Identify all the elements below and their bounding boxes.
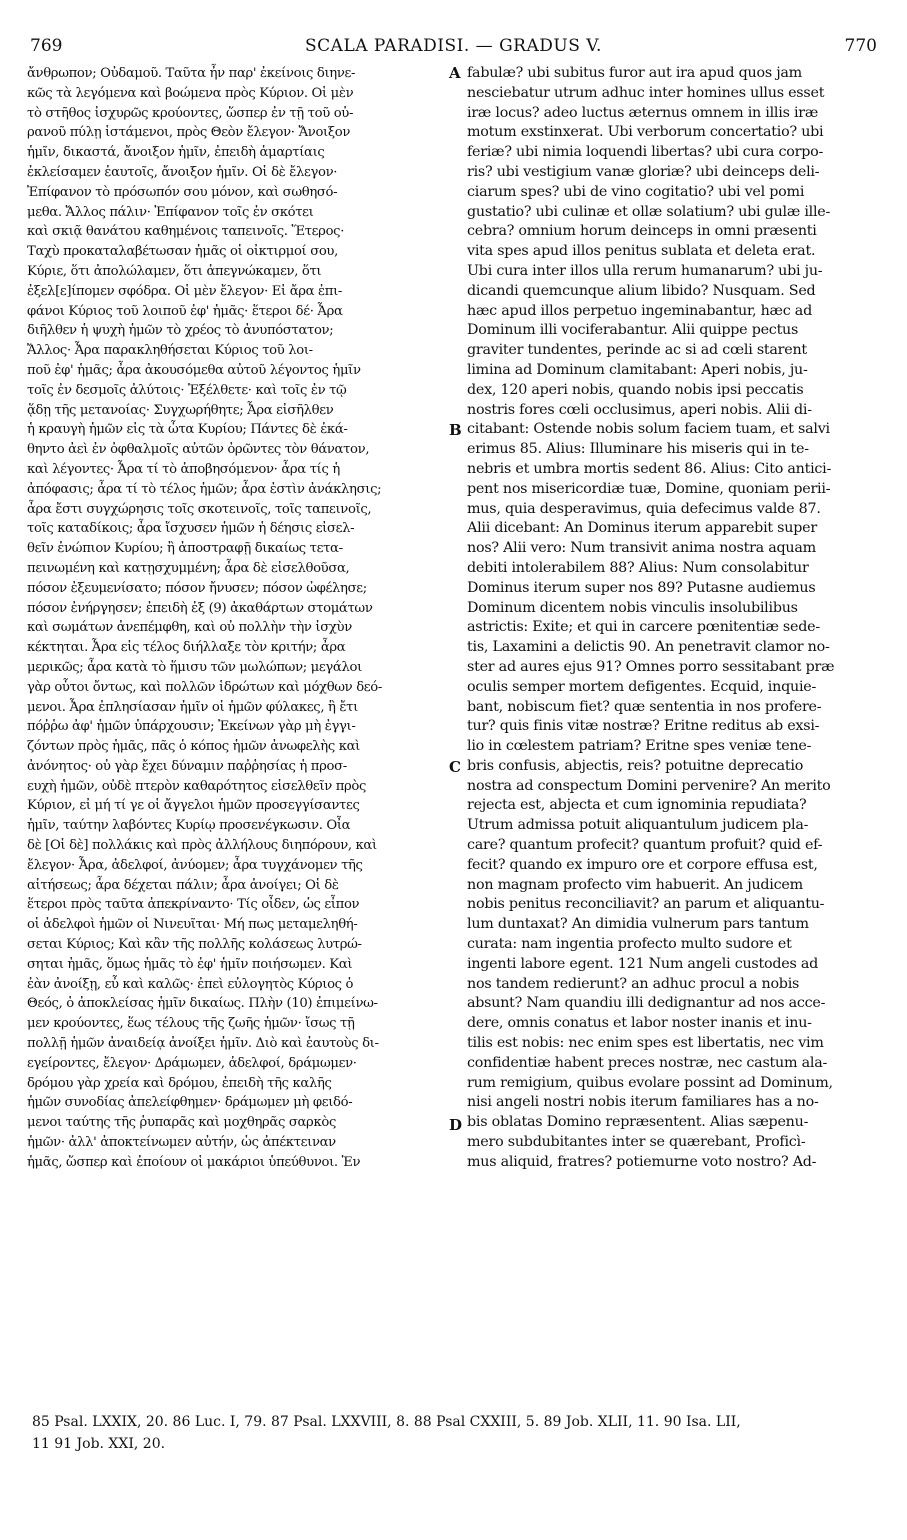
latin-text-line: ciarum spes? ubi de vino cogitatio? ubi vel pomi	[467, 183, 805, 200]
latin-text-line: cebra? omnium horum deinceps in omni præsenti	[467, 223, 817, 240]
latin-text-line: care? quantum profecit? quantum profuit? quid ef-	[467, 837, 823, 854]
greek-text-line: ἐξελ[ε]ίπομεν σφόδρα. Οἱ μὲν ἔλεγον· Εἰ ἄρα ἐπι-	[27, 283, 343, 299]
latin-text-line: ster ad aures ejus 91? Omnes porro sessitabant præ	[467, 658, 835, 675]
greek-text-line: Ἄλλος· Ἆρα παρακληθήσεται Κύριος τοῦ λοι-	[27, 343, 313, 359]
latin-text-line: bris confusis, abjectis, reis? potuitne deprecatio	[467, 757, 804, 774]
latin-text-line: rejecta est, abjecta et cum ignominia repudiata?	[467, 797, 807, 814]
greek-text-line: πολλῇ ἡμῶν ἀναιδείᾳ ἀνοίξει ἡμῖν. Διὸ καὶ ἑαυτοὺς δι-	[27, 1036, 379, 1052]
greek-text-line: ἐκλείσαμεν ἑαυτοῖς, ἄνοιξον ἡμῖν. Οἱ δὲ ἔλεγον·	[27, 164, 338, 180]
greek-text-line: καὶ λέγοντες· Ἆρα τί τὸ ἀποβησόμενον· ἆρα τίς ἡ	[27, 461, 340, 477]
latin-text-line: iræ locus? adeo luctus æternus omnem in illis iræ	[467, 104, 819, 121]
greek-text-line: τὸ στῆθος ἰσχυρῶς κρούοντες, ὥσπερ ἐν τῇ τοῦ οὐ-	[27, 105, 354, 121]
greek-text-line: ζόντων πρὸς ἡμᾶς, πᾶς ὁ κόπος ἡμῶν ἀνωφελὴς καὶ	[27, 739, 360, 755]
latin-text-line: gustatio? ubi culinæ et ollæ solatium? ubi gulæ ille-	[467, 203, 831, 220]
greek-text-line: πόσον ἐξευμενίσατο; πόσον ἤνυσεν; πόσον ὠφέλησε;	[27, 580, 367, 596]
greek-text-line: Ταχὺ προκαταλαβέτωσαν ἡμᾶς οἱ οἰκτιρμοί σου,	[27, 244, 338, 260]
latin-text-line: ris? ubi vestigium vanæ gloriæ? ubi deinceps deli-	[467, 163, 820, 180]
latin-text-line: graviter tundentes, perinde ac si ad cœli starent	[467, 342, 807, 359]
greek-text-line: Θεός, ὁ ἀποκλείσας ἡμῖν δικαίως. Πλὴν (10) ἐπιμείνω-	[27, 996, 378, 1012]
latin-text-line: Utrum admissa potuit aliquantulum judicem pla-	[467, 817, 809, 834]
latin-text-line: lum duntaxat? An dimidia vulnerum pars tantum	[467, 916, 809, 933]
page-number-right: 770	[844, 36, 877, 56]
latin-text-line: dere, omnis conatus et labor noster inanis et inu-	[467, 1015, 812, 1032]
greek-text-line: αἰτήσεως; ἆρα δέχεται πάλιν; ἆρα ἀνοίγει; Οἱ δὲ	[27, 877, 339, 893]
latin-text-line: Dominus iterum super nos 89? Putasne audiemus	[467, 579, 816, 596]
latin-text-line: nostra ad conspectum Domini pervenire? An merito	[467, 777, 831, 794]
latin-text-line: erimus 85. Alius: Illuminare his miseris qui in te-	[467, 441, 809, 458]
greek-text-line: ἄνθρωπον; Οὐδαμοῦ. Ταῦτα ἦν παρ' ἐκείνοις διηνε-	[27, 66, 356, 81]
latin-text-line: hæc apud illos perpetuo ingeminabantur, hæc ad	[467, 302, 812, 319]
latin-text-line: lio in cœlestem patriam? Eritne spes veniæ tene-	[467, 738, 812, 755]
latin-text-line: debiti intolerabilem 88? Alius: Num consolabitur	[467, 559, 809, 576]
greek-text-line: ἐὰν ἀνοίξῃ, εὖ καὶ καλῶς· ἐπεὶ εὐλογητὸς Κύριος ὁ	[27, 976, 354, 992]
greek-text-line: ποῦ ἐφ' ἡμᾶς; ἆρα ἀκουσόμεθα αὐτοῦ λέγοντος ἡμῖν	[27, 362, 361, 378]
greek-text-line: ἆρα ἔστι συγχώρησις τοῖς σκοτεινοῖς, τοῖς ταπεινοῖς,	[27, 501, 372, 517]
greek-text-line: πόσον ἐνήργησεν; ἐπειδὴ ἐξ (9) ἀκαθάρτων στομάτων	[27, 600, 373, 616]
greek-text-line: θηντο ἀεὶ ἐν ὀφθαλμοῖς αὐτῶν ὁρῶντες τὸν θάνατον,	[27, 442, 370, 458]
greek-text-line: ἡμᾶς, ὥσπερ καὶ ἐποίουν οἱ μακάριοι ὑπεύθυνοι. Ἐν	[27, 1154, 361, 1170]
greek-text-line: Κύριον, εἰ μή τί γε οἱ ἄγγελοι ἡμῶν προσεγγίσαντες	[27, 798, 360, 814]
greek-text-line: ἡμῶν συνοδίας ἀπελείφθημεν· δράμωμεν μὴ φειδό-	[27, 1095, 353, 1111]
greek-text-line: ἀπόφασις; ἆρα τί τὸ τέλος ἡμῶν; ἆρα ἐστὶν ἀνάκλησις;	[27, 481, 382, 497]
latin-text-line: confidentiæ habent preces nostræ, nec castum ala-	[467, 1054, 828, 1071]
greek-text-line: ευχὴ ἡμῶν, οὐδὲ πτερὸν καθαρότητος εἰσελθεῖν πρὸς	[27, 778, 367, 794]
latin-text-line: nesciebatur utrum adhuc inter homines ullus esset	[467, 84, 825, 101]
greek-text-line: τοῖς ἐν δεσμοῖς ἀλύτοις· Ἐξέλθετε· καὶ τοῖς ἐν τῷ	[27, 382, 347, 398]
greek-text-line: μενοι ταύτης τῆς ῥυπαρᾶς καὶ μοχθηρᾶς σαρκὸς	[27, 1115, 336, 1131]
latin-text-line: astrictis: Exite; et qui in carcere pœnitentiæ sede-	[467, 619, 820, 636]
latin-text-line: rum remigium, quibus evolare possint ad Dominum,	[467, 1074, 833, 1091]
greek-text-line: κέκτηται. Ἆρα εἰς τέλος διήλλαξε τὸν κριτήν; ἆρα	[27, 640, 346, 656]
latin-text-line: Ubi cura inter illos ulla rerum humanarum? ubi ju-	[467, 262, 823, 279]
section-marker-a: A	[449, 64, 461, 82]
page-number-left: 769	[30, 36, 63, 56]
latin-text-line: vita spes apud illos penitus sublata et deleta erat.	[467, 243, 816, 260]
greek-text-line: ἕτεροι πρὸς ταῦτα ἀπεκρίναντο· Τίς οἶδεν, ὡς εἶπον	[27, 897, 360, 913]
latin-text-line: nisi angeli nostri nobis iterum familiares has a no-	[467, 1094, 819, 1111]
greek-text-line: ἀνόνητος· οὐ γὰρ ἔχει δύναμιν παῤῥησίας ἡ προσ-	[27, 758, 347, 774]
latin-text-line: dex, 120 aperi nobis, quando nobis ipsi peccatis	[467, 381, 804, 398]
latin-text-line: curata: nam ingentia profecto multo sudore et	[467, 936, 792, 953]
latin-text-line: citabant: Ostende nobis solum faciem tuam, et salvi	[467, 421, 830, 438]
greek-text-line: μεθα. Ἄλλος πάλιν· Ἐπίφανον τοῖς ἐν σκότει	[27, 204, 314, 220]
greek-text-line: ἡ κραυγὴ ἡμῶν εἰς τὰ ὦτα Κυρίου; Πάντες δὲ ἐκά-	[27, 422, 348, 438]
latin-text-line: nos? Alii vero: Num transivit anima nostra aquam	[467, 540, 816, 557]
greek-text-line: δὲ [Οἱ δὲ] πολλάκις καὶ πρὸς ἀλλήλους διηπόρουν, καὶ	[27, 838, 377, 854]
greek-text-line: ἡμῖν, ταύτην λαβόντες Κυρίῳ προσενέγκωσιν. Οἶα	[27, 818, 351, 834]
greek-text-line: φάνοι Κύριος τοῦ λοιποῦ ἐφ' ἡμᾶς· ἕτεροι δέ· Ἆρα	[27, 303, 343, 319]
greek-text-line: θεῖν ἐνώπιον Κυρίου; ἢ ἀποστραφῇ δικαίως τετα-	[27, 541, 343, 557]
latin-text-line: motum exstinxerat. Ubi verborum concertatio? ubi	[467, 124, 824, 141]
greek-text-line: ἡμῖν, δικαστά, ἄνοιξον ἡμῖν, ἐπειδὴ ἁμαρτίαις	[27, 145, 325, 161]
latin-text-line: mero subdubitantes inter se quærebant, Proficì-	[467, 1134, 806, 1151]
latin-text-line: fecit? quando ex impuro ore et corpore effusa est,	[467, 856, 818, 873]
latin-column	[467, 64, 879, 1173]
greek-text-line: μενοι. Ἆρα ἐπλησίασαν ἡμῖν οἱ ἡμῶν φύλακες, ἢ ἔτι	[27, 699, 358, 715]
greek-text-line: ᾅδῃ τῆς μετανοίας· Συγχωρήθητε; Ἆρα εἰσῆλθεν	[27, 402, 334, 418]
latin-text-line: limina ad Dominum clamitabant: Aperi nobis, ju-	[467, 361, 808, 378]
page-header	[30, 36, 877, 58]
greek-text-line: εγείροντες, ἔλεγον· Δράμωμεν, ἀδελφοί, δράμωμεν·	[27, 1055, 357, 1071]
greek-text-line: ἔλεγον· Ἆρα, ἀδελφοί, ἀνύομεν; ἆρα τυγχάνομεν τῆς	[27, 857, 363, 873]
greek-text-line: δρόμου γὰρ χρεία καὶ δρόμου, ἐπειδὴ τῆς καλῆς	[27, 1075, 332, 1091]
greek-column	[27, 64, 445, 1173]
latin-text-line: dicandi quemcunque alium libido? Nusquam. Sed	[467, 282, 816, 299]
latin-text-line: Dominum dicentem nobis vinculis insolubilibus	[467, 599, 798, 616]
latin-text-line: ingenti labore egent. 121 Num angeli custodes ad	[467, 955, 819, 972]
latin-text-line: nostris fores cœli occlusimus, aperi nobis. Alii di-	[467, 401, 812, 418]
latin-text-line: Dominum illi vociferabantur. Alii quippe pectus	[467, 322, 799, 339]
greek-text-line: διῆλθεν ἡ ψυχὴ ἡμῶν τὸ χρέος τὸ ἀνυπόστατον;	[27, 323, 334, 339]
greek-text-line: τοῖς καταδίκοις; ἆρα ἴσχυσεν ἡμῶν ἡ δέησις εἰσελ-	[27, 521, 355, 537]
greek-text-line: Ἐπίφανον τὸ πρόσωπόν σου μόνον, καὶ σωθησό-	[27, 184, 338, 200]
latin-text-line: tur? quis finis vitæ nostræ? Eritne reditus ab exsi-	[467, 718, 820, 735]
greek-text-line: κῶς τὰ λεγόμενα καὶ βοώμενα πρὸς Κύριον. Οἱ μὲν	[27, 85, 354, 101]
latin-text-line: tilis est nobis: nec enim spes est libertatis, nec vim	[467, 1035, 824, 1052]
greek-text-line: σηται ἡμᾶς, ὅμως ἡμᾶς τὸ ἐφ' ἡμῖν ποιήσωμεν. Καὶ	[27, 956, 353, 972]
greek-text-line: ρανοῦ πύλῃ ἱστάμενοι, πρὸς Θεὸν ἔλεγον· Ἄνοιξον	[27, 125, 351, 141]
latin-text-line: feriæ? ubi nimia loquendi libertas? ubi cura corpo-	[467, 144, 824, 161]
section-marker-b: B	[449, 421, 462, 439]
footnote-line: 85 Psal. LXXIX, 20. 86 Luc. I, 79. 87 Psal. LXXVIII, 8. 88 Psal CXXIII, 5. 89 Job. XLII, 11. 90 Isa. LII,	[32, 1414, 741, 1430]
greek-text-line: ἡμῶν· ἀλλ' ἀποκτείνωμεν αὐτήν, ὡς ἀπέκτειναν	[27, 1135, 336, 1151]
latin-text-line: tis, Laxamini a delictis 90. An penetravit clamor no-	[467, 639, 830, 656]
running-title: SCALA PARADISI. — GRADUS V.	[305, 36, 602, 56]
greek-text-line: καὶ σωμάτων ἀνεπέμφθη, καὶ οὐ πολλὴν τὴν ἰσχὺν	[27, 620, 352, 636]
footnote-line: 11 91 Job. XXI, 20.	[32, 1436, 166, 1452]
latin-text-line: mus, quia desperavimus, quia defecimus valde 87.	[467, 500, 821, 517]
latin-text-line: bant, nobiscum fiet? quæ sententia in nos profere-	[467, 698, 822, 715]
latin-text-line: absunt? Nam quandiu illi dedignantur ad nos acce-	[467, 995, 826, 1012]
latin-text-line: mus aliquid, fratres? potiemurne voto nostro? Ad-	[467, 1153, 817, 1170]
greek-text-line: πεινωμένη καὶ κατῃσχυμμένη; ἆρα δὲ εἰσελθοῦσα,	[27, 560, 350, 576]
latin-text-line: fabulæ? ubi subitus furor aut ira apud quos jam	[467, 65, 802, 81]
greek-text-line: πόῤῥω ἀφ' ἡμῶν ὑπάρχουσιν; Ἐκείνων γὰρ μὴ ἐγγι-	[27, 719, 356, 735]
greek-text-line: γὰρ οὗτοι ὄντως, καὶ πολλῶν ἱδρώτων καὶ μόχθων δεό-	[27, 679, 382, 695]
latin-text-line: oculis semper mortem defigentes. Ecquid, inquie-	[467, 678, 817, 695]
greek-text-line: σεται Κύριος; Καὶ κἂν τῆς πολλῆς κολάσεως λυτρώ-	[27, 937, 362, 953]
latin-text-line: bis oblatas Domino repræsentent. Alias sæpenu-	[467, 1114, 809, 1131]
latin-text-line: nebris et umbra mortis sedent 86. Alius: Cito antici-	[467, 460, 832, 477]
section-marker-c: C	[449, 758, 461, 776]
footnotes	[32, 1411, 892, 1455]
greek-text-line: Κύριε, ὅτι ἀπολώλαμεν, ὅτι ἀπεγνώκαμεν, ὅτι	[27, 263, 322, 279]
section-marker-d: D	[449, 1116, 463, 1134]
greek-text-line: μερικῶς; ἆρα κατὰ τὸ ἥμισυ τῶν μωλώπων; μεγάλοι	[27, 659, 362, 675]
latin-text-line: pent nos misericordiæ tuæ, Domine, quoniam perii-	[467, 480, 831, 497]
greek-text-line: οἱ ἀδελφοὶ ἡμῶν οἱ Νινευῖται· Μή πως μεταμεληθή-	[27, 917, 358, 933]
greek-text-line: καὶ σκιᾷ θανάτου καθημένοις ταπεινοῖς. Ἕτερος·	[27, 224, 345, 240]
latin-text-line: nobis penitus reconciliavit? an parum et aliquantu-	[467, 896, 825, 913]
latin-text-line: non magnam profecto vim habuerit. An judicem	[467, 876, 803, 893]
latin-text-line: Alii dicebant: An Dominus iterum apparebit super	[467, 520, 817, 537]
greek-text-line: μεν κρούοντες, ἕως τέλους τῆς ζωῆς ἡμῶν· ἴσως τῇ	[27, 1016, 355, 1032]
latin-text-line: nos tandem redierunt? an adhuc procul a nobis	[467, 975, 800, 992]
